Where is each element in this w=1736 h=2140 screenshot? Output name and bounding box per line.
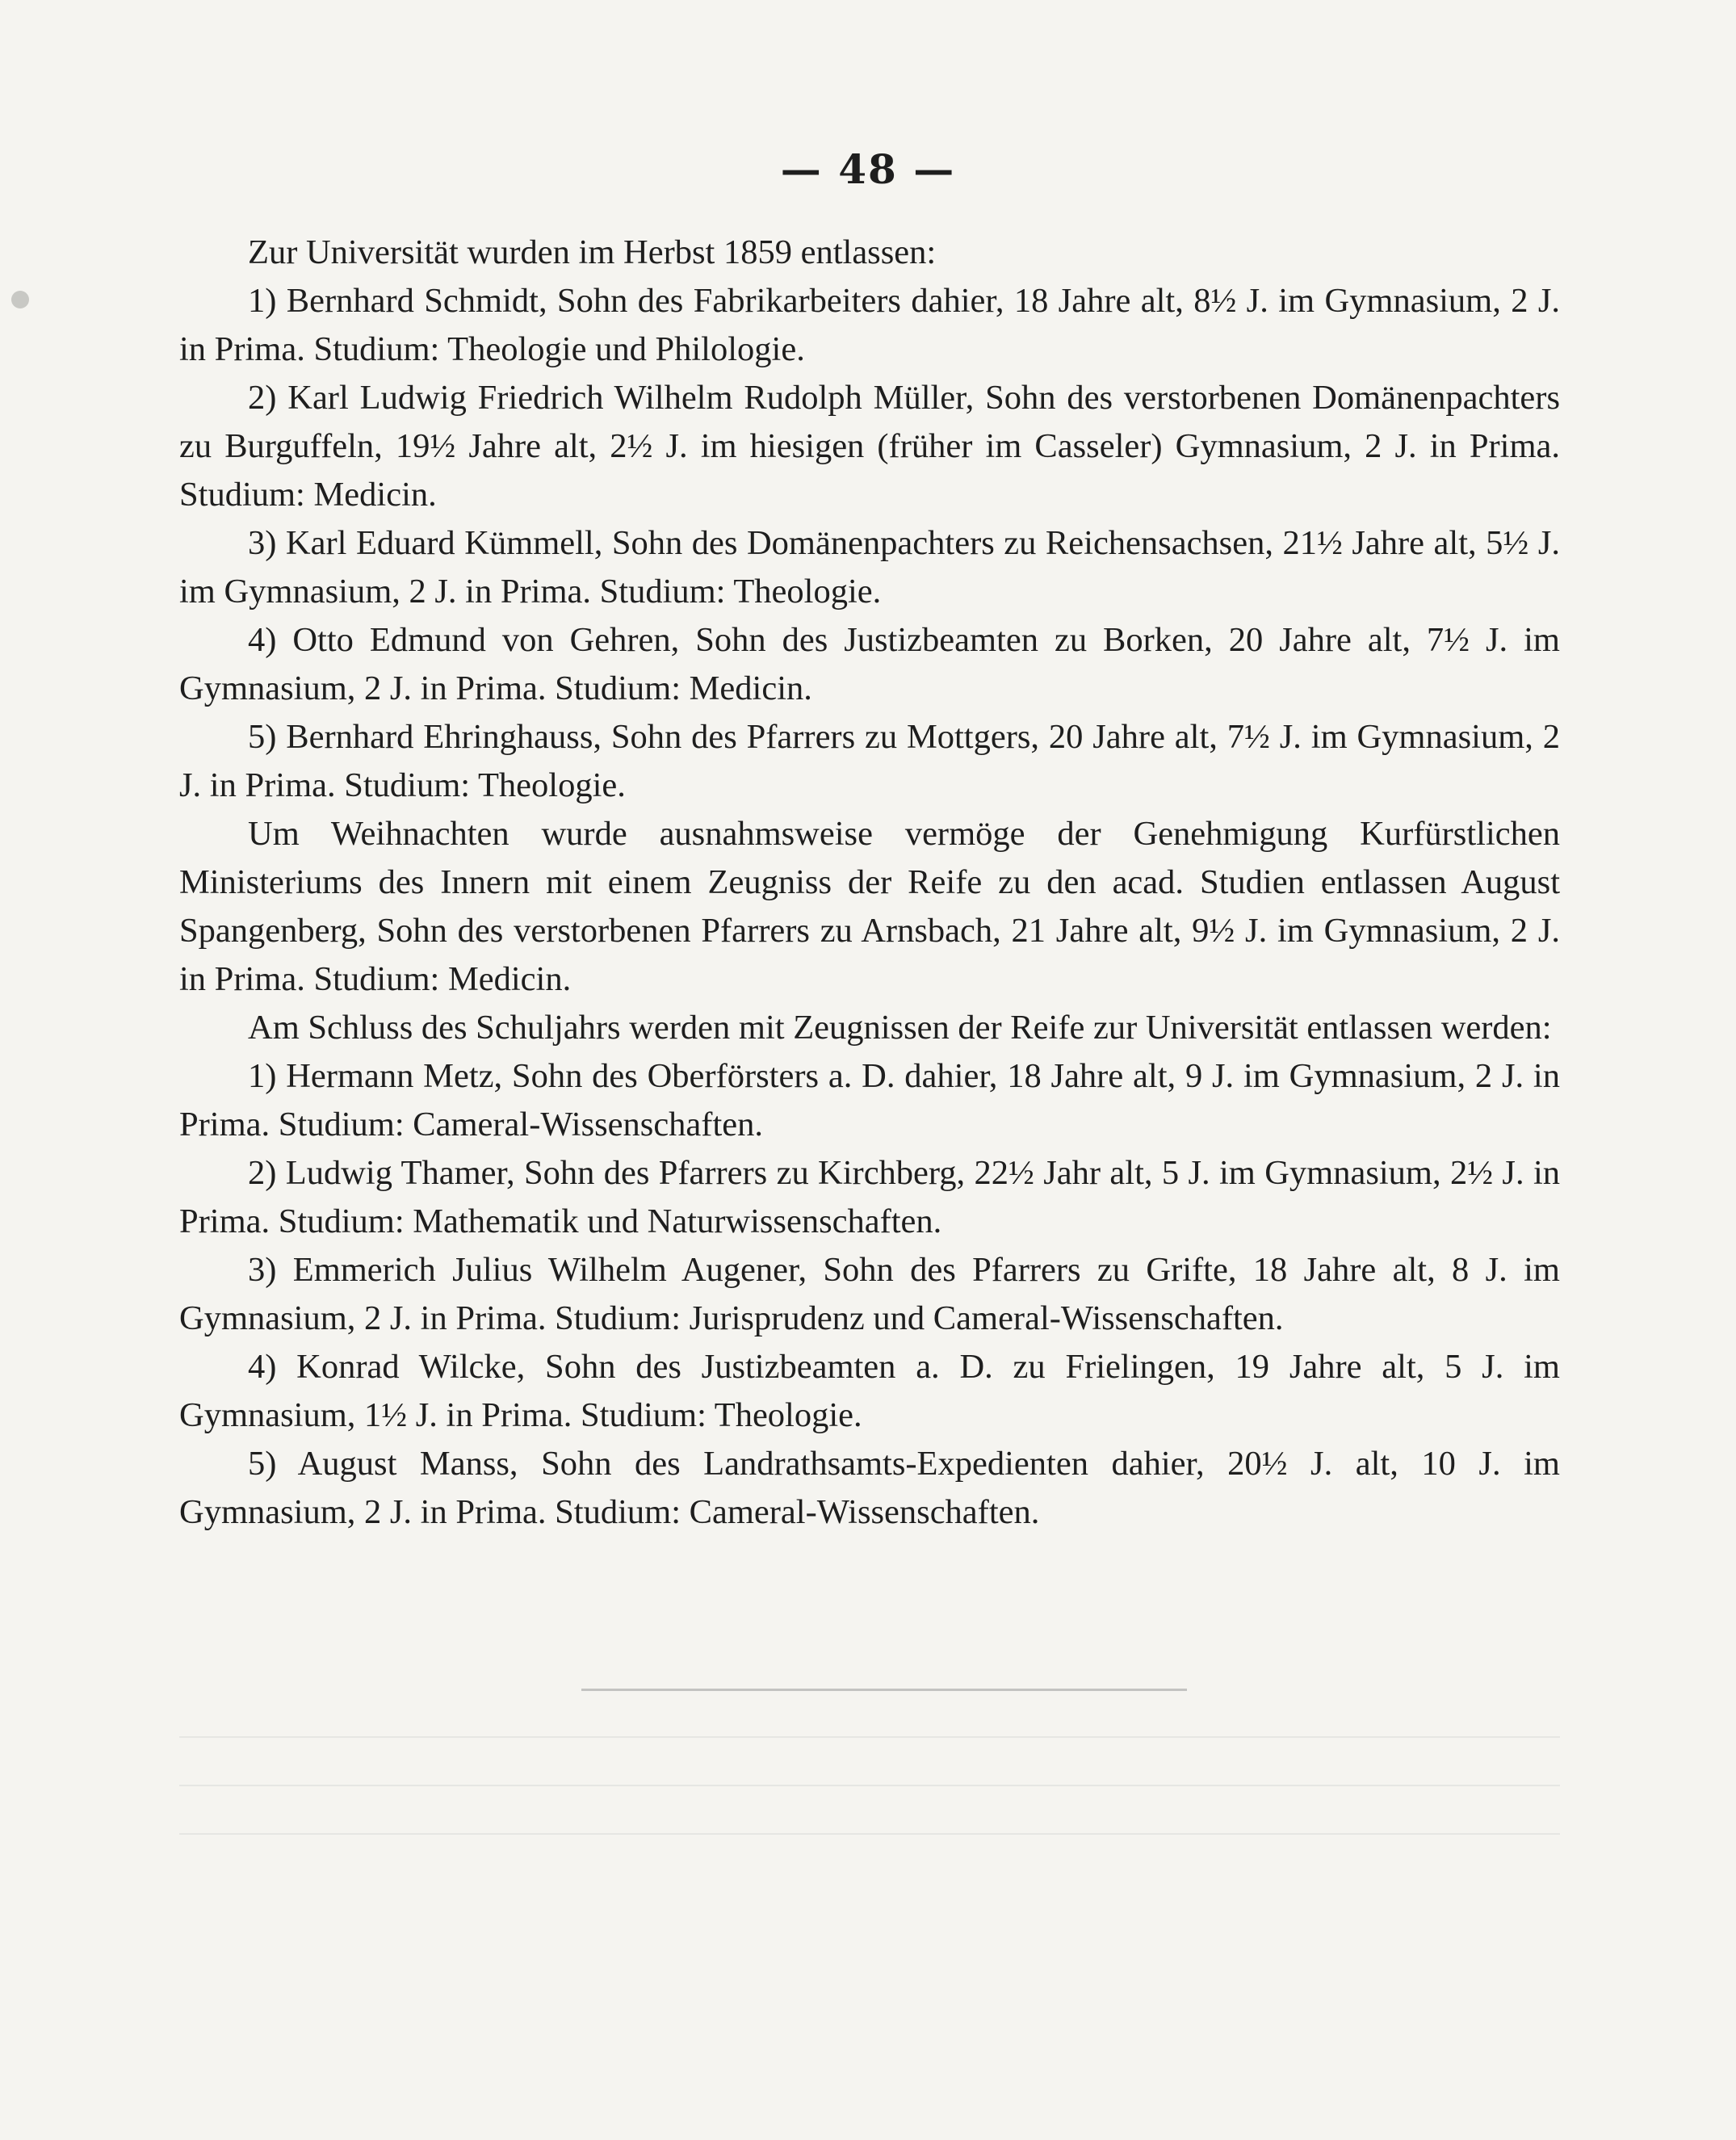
- bleed-through-line: [179, 1736, 1560, 1738]
- entry-paragraph: 1) Bernhard Schmidt, Sohn des Fabrikarbeiters dahier, 18 Jahre alt, 8½ J. im Gymnasium, 2 J. in Prima. Studium: Theologie und Philologie.: [179, 282, 1560, 368]
- section-heading-schluss: Am Schluss des Schuljahrs werden mit Zeugnissen der Reife zur Universität entlassen werden:: [248, 1009, 1552, 1047]
- entry-paragraph: 4) Otto Edmund von Gehren, Sohn des Justizbeamten zu Borken, 20 Jahre alt, 7½ J. im Gymnasium, 2 J. in Prima. Studium: Medicin.: [179, 621, 1560, 707]
- bleed-through-rule: [581, 1689, 1187, 1691]
- page-blemish: [11, 291, 29, 308]
- section-heading-herbst: Zur Universität wurden im Herbst 1859 entlassen:: [248, 233, 937, 271]
- bleed-through-line: [179, 1833, 1560, 1835]
- entry-paragraph: 2) Ludwig Thamer, Sohn des Pfarrers zu Kirchberg, 22½ Jahr alt, 5 J. im Gymnasium, 2½ J. in Prima. Studium: Mathematik und Naturwissenschaften.: [179, 1154, 1560, 1240]
- entry-paragraph: 3) Karl Eduard Kümmell, Sohn des Domänenpachters zu Reichensachsen, 21½ Jahre alt, 5½ J. im Gymnasium, 2 J. in Prima. Studium: Theologie.: [179, 524, 1560, 611]
- christmas-paragraph: Um Weihnachten wurde ausnahmsweise vermöge der Genehmigung Kurfürstlichen Ministeriums des Innern mit einem Zeugniss der Reife zu den acad. Studien entlassen August Spangenberg, Sohn des verstorbenen Pfarrers zu Arnsbach, 21 Jahre alt, 9½ J. im Gymnasium, 2 J. in Prima. Studium: Medicin.: [179, 815, 1560, 998]
- page-number: — 48 —: [780, 145, 956, 193]
- entry-paragraph: 5) August Manss, Sohn des Landrathsamts-Expedienten dahier, 20½ J. alt, 10 J. im Gymnasium, 2 J. in Prima. Studium: Cameral-Wissenschaften.: [179, 1445, 1560, 1531]
- entry-paragraph: 1) Hermann Metz, Sohn des Oberförsters a. D. dahier, 18 Jahre alt, 9 J. im Gymnasium, 2 J. in Prima. Studium: Cameral-Wissenschaften.: [179, 1057, 1560, 1143]
- entry-paragraph: 2) Karl Ludwig Friedrich Wilhelm Rudolph Müller, Sohn des verstorbenen Domänenpachters zu Burguffeln, 19½ Jahre alt, 2½ J. im hiesigen (früher im Casseler) Gymnasium, 2 J. in Prima. Studium: Medicin.: [179, 379, 1560, 514]
- bleed-through-line: [179, 1785, 1560, 1786]
- entry-paragraph: 3) Emmerich Julius Wilhelm Augener, Sohn des Pfarrers zu Grifte, 18 Jahre alt, 8 J. im Gymnasium, 2 J. in Prima. Studium: Jurisprudenz und Cameral-Wissenschaften.: [179, 1251, 1560, 1337]
- entry-paragraph: 4) Konrad Wilcke, Sohn des Justizbeamten a. D. zu Frielingen, 19 Jahre alt, 5 J. im Gymnasium, 1½ J. in Prima. Studium: Theologie.: [179, 1348, 1560, 1434]
- body-text: [179, 229, 1560, 1537]
- entry-paragraph: 5) Bernhard Ehringhauss, Sohn des Pfarrers zu Mottgers, 20 Jahre alt, 7½ J. im Gymnasium, 2 J. in Prima. Studium: Theologie.: [179, 718, 1560, 804]
